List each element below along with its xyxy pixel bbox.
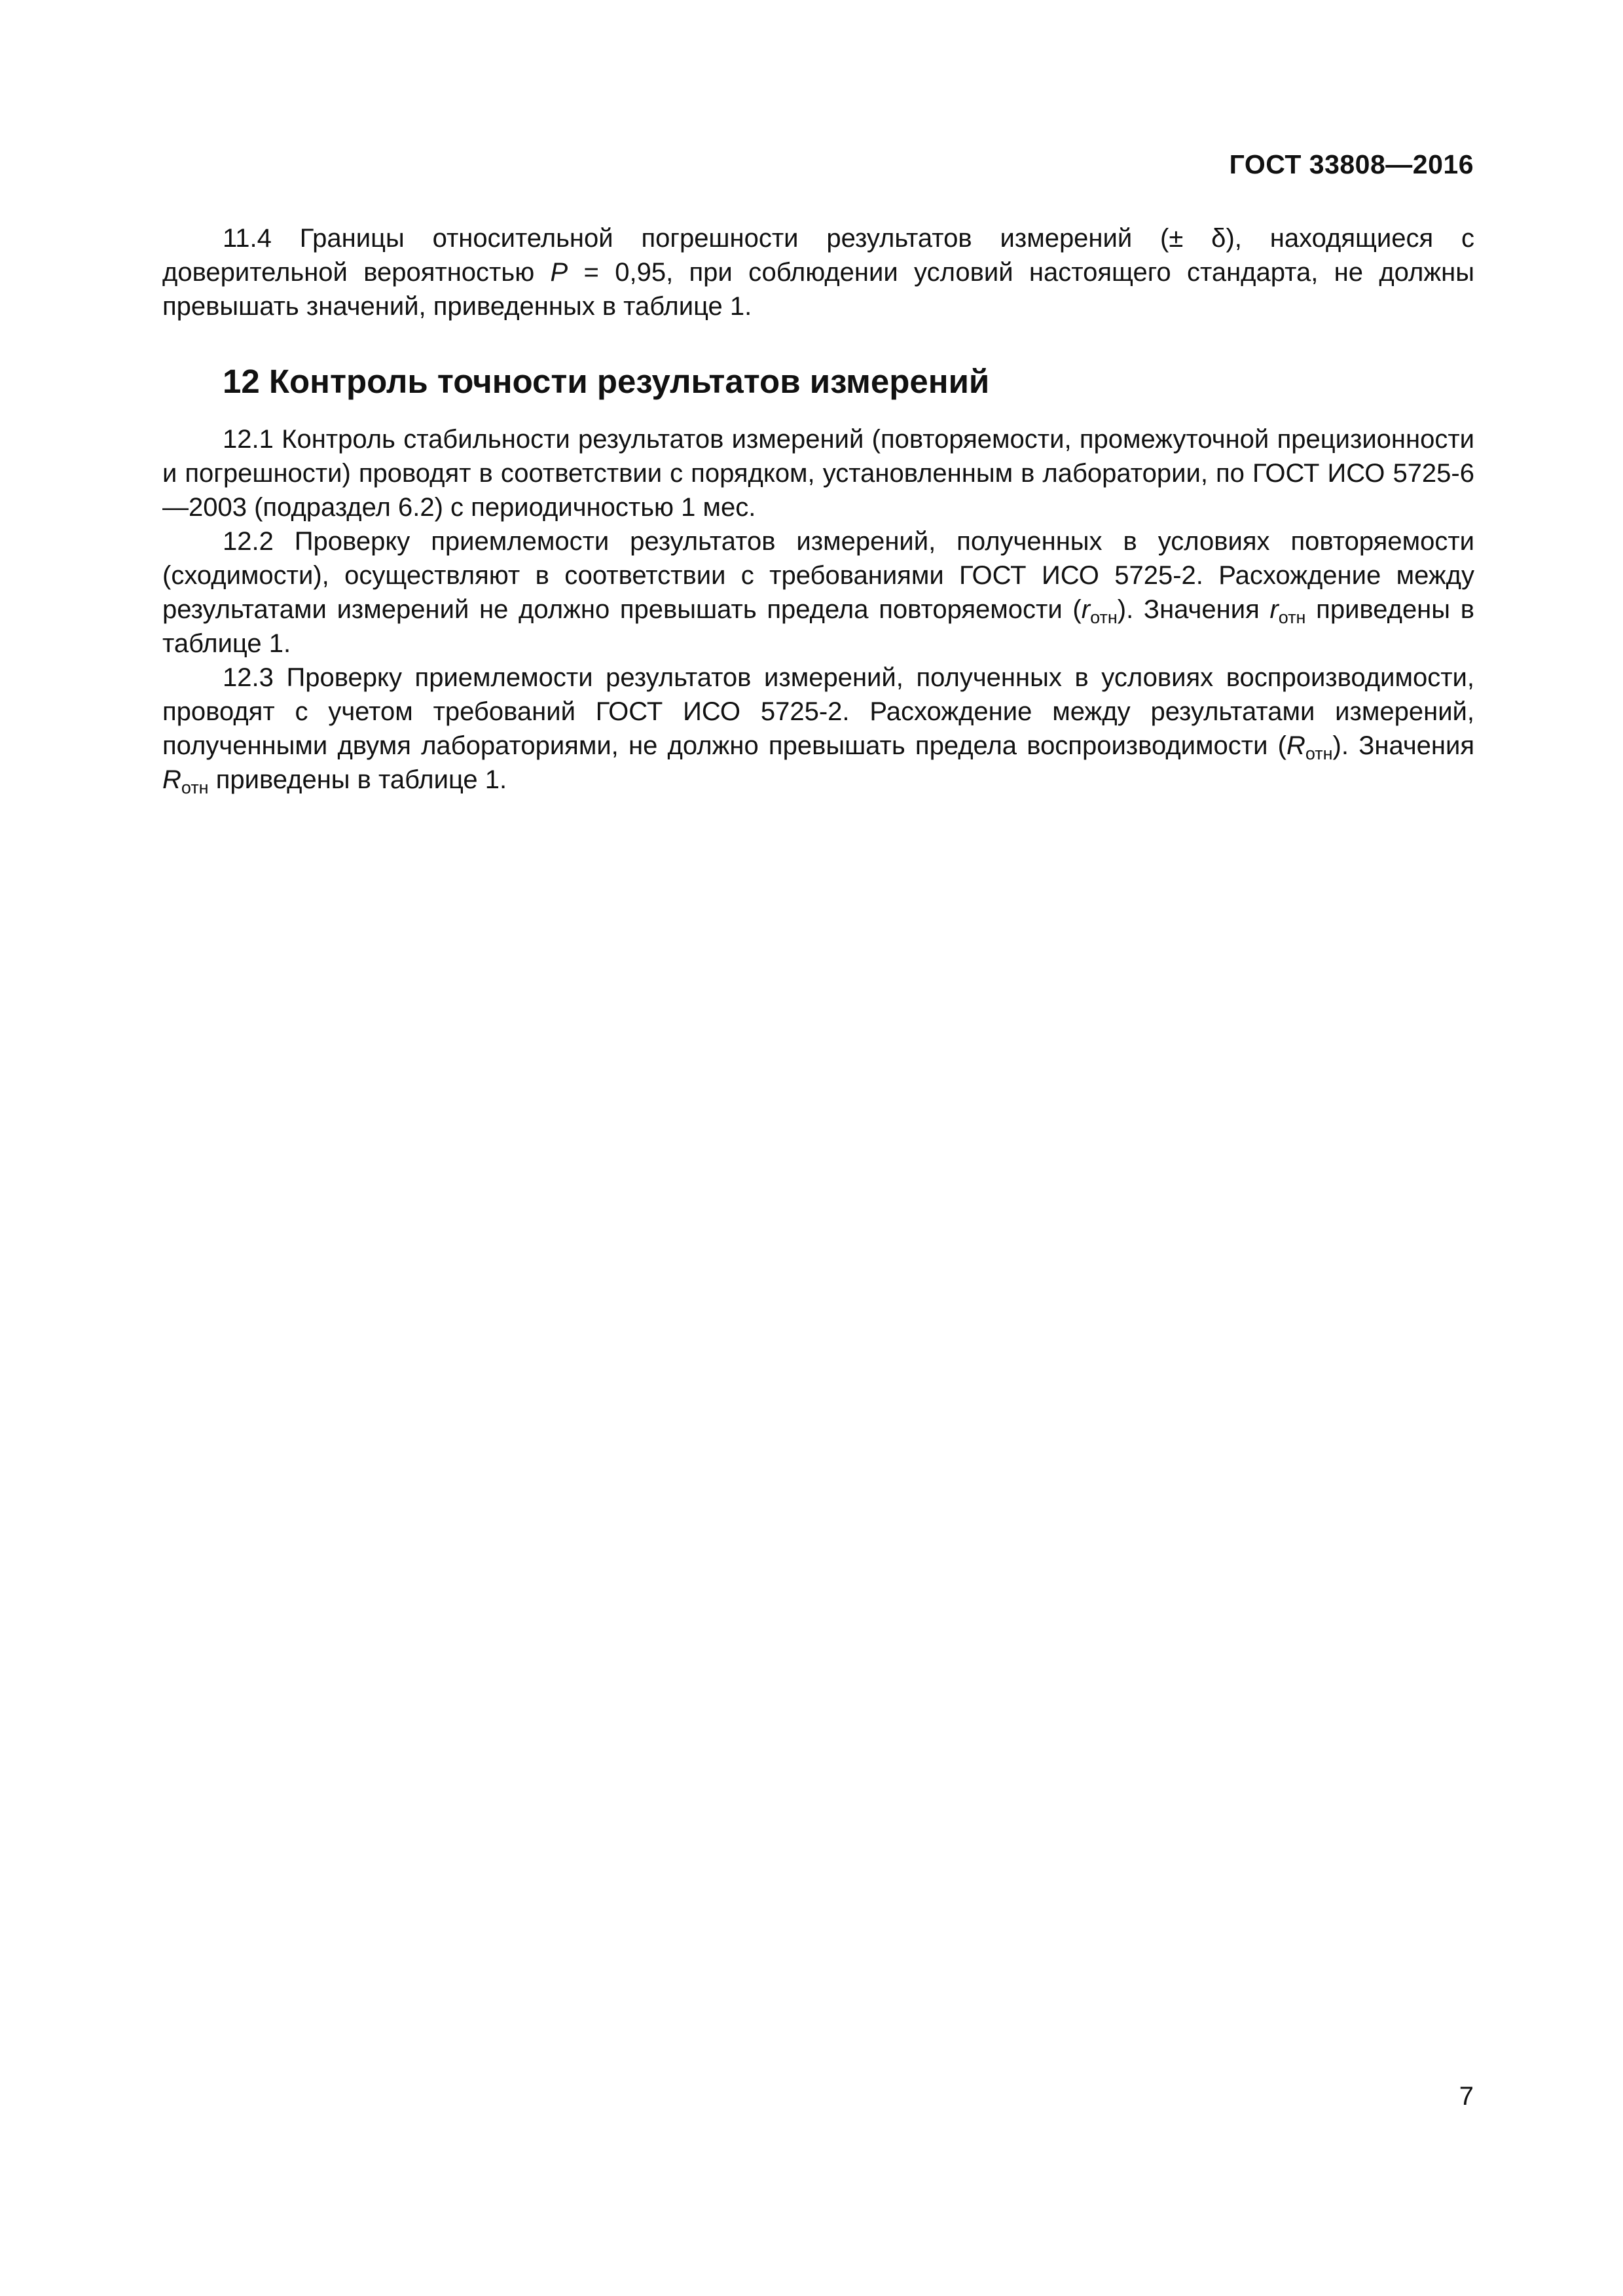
clause-12-2-paragraph [162, 524, 1474, 661]
variable-R-2: R [162, 765, 181, 794]
section-12-heading: 12 Контроль точности результатов измерений [223, 363, 990, 400]
clause-12-3-text-c: приведены в таблице 1. [208, 765, 507, 794]
clause-12-3-text-b: ). Значения [1332, 731, 1475, 760]
subscript-otn-2: отн [1278, 608, 1306, 627]
clause-12-2-text-b: ). Значения [1117, 595, 1270, 624]
clause-12-3-paragraph [162, 661, 1474, 797]
clause-12-2-text-c: приведены в таблице 1. [162, 595, 1474, 658]
clause-12-1-paragraph: 12.1 Контроль стабильности результатов измерений (повторяемости, промежуточной прецизионности и погрешности) проводят в соответствии с порядком, установленным в лаборатории, по ГОСТ ИСО 5725-6—2003 (подраздел 6.2) с периодичностью 1 мес. [162, 425, 1474, 522]
clause-12-2-text-a: 12.2 Проверку приемлемости результатов измерений, полученных в условиях повторяемости (сходимости), осуществляют в соответствии с требованиями ГОСТ ИСО 5725-2. Расхождение между результатами измерений не должно превышать предела повторяемости ( [162, 527, 1474, 624]
page-number: 7 [1459, 2082, 1474, 2111]
section-12-body [162, 422, 1474, 797]
clause-11-4-paragraph [162, 221, 1474, 323]
clause-11-4-block [162, 221, 1474, 323]
variable-R-1: R [1286, 731, 1305, 760]
subscript-otn-1: отн [1090, 608, 1118, 627]
variable-r-2: r [1269, 595, 1279, 624]
variable-p: P [550, 258, 568, 287]
subscript-otn-3: отн [1305, 744, 1333, 763]
clause-11-4-text-a: 11.4 Границы относительной погрешности результатов измерений (± δ), находящиеся с доверительной вероятностью [162, 224, 1474, 287]
clause-12-3-text-a: 12.3 Проверку приемлемости результатов измерений, полученных в условиях воспроизводимости, проводят с учетом требований ГОСТ ИСО 5725-2. Расхождение между результатами измерений, полученными двумя лабораториями, не должно превышать предела воспроизводимости ( [162, 663, 1474, 760]
subscript-otn-4: отн [181, 778, 209, 797]
clause-11-4-text-b: = 0,95, при соблюдении условий настоящего стандарта, не должны превышать значений, приведенных в таблице 1. [162, 258, 1474, 321]
variable-r-1: r [1081, 595, 1091, 624]
standard-code-header: ГОСТ 33808—2016 [1229, 149, 1474, 179]
